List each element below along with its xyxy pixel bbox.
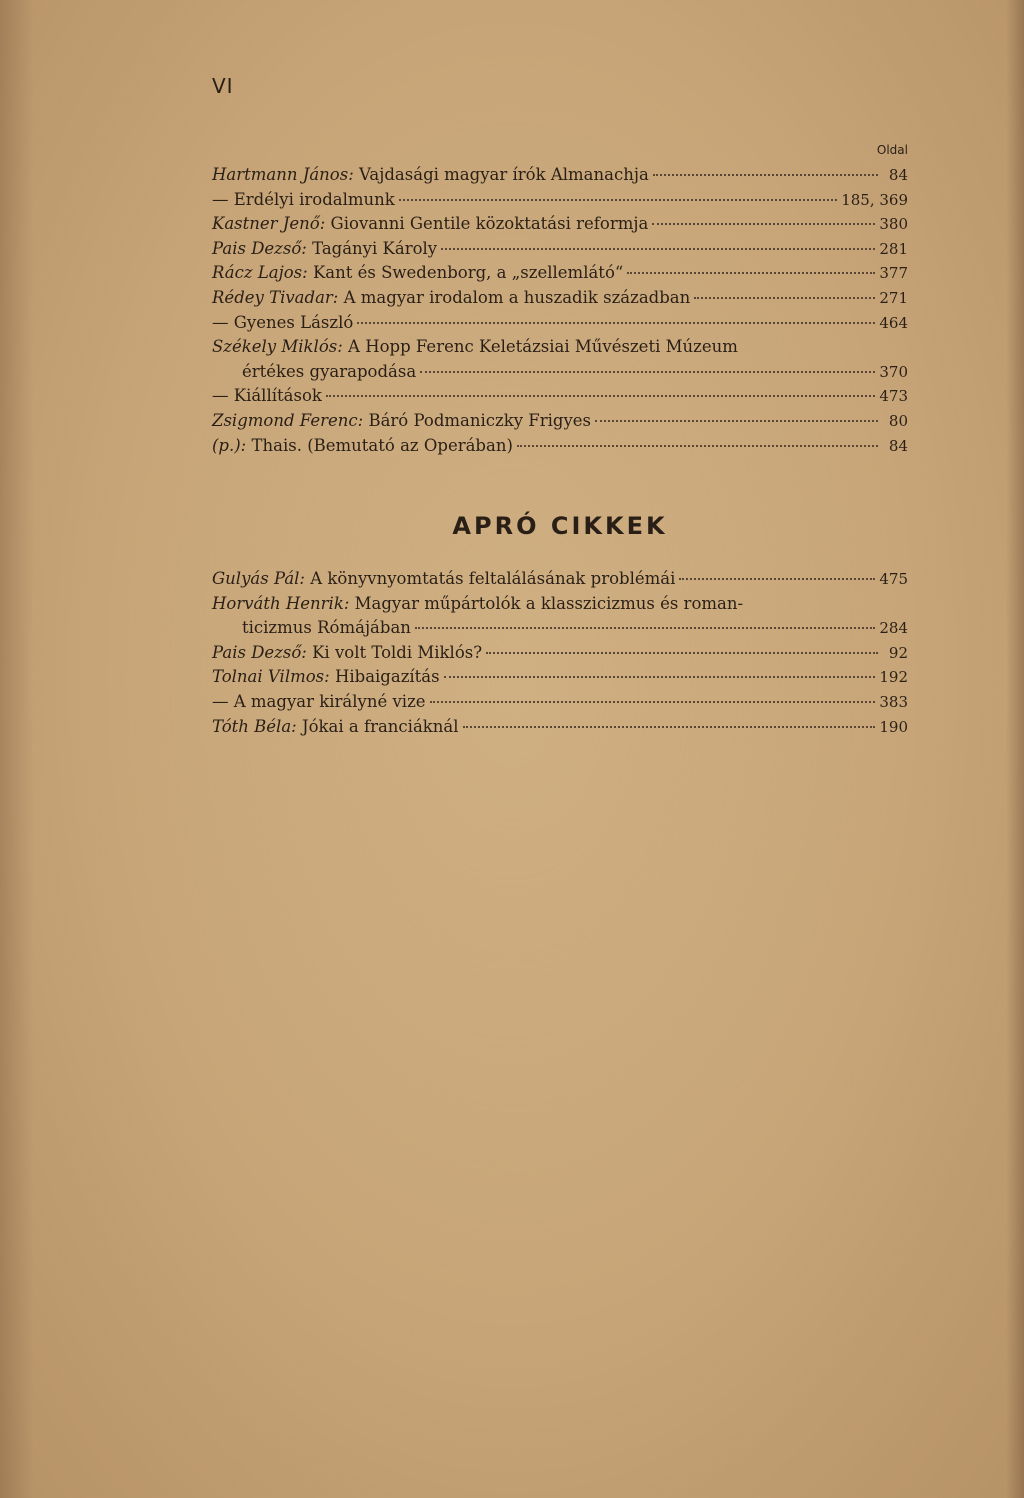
toc-title: Tagányi Károly [312, 238, 438, 258]
toc-entry [212, 690, 908, 715]
toc-entry-label [212, 567, 675, 592]
toc-entry-label [212, 188, 395, 213]
toc-page: 80 [888, 411, 908, 430]
toc-title: — A magyar királyné vize [212, 691, 426, 711]
toc-entry-label [212, 592, 743, 617]
small-articles-list [212, 567, 908, 739]
dot-leader [627, 272, 875, 274]
toc-page: 284 [879, 619, 908, 638]
toc-entry [212, 665, 908, 690]
toc-entry-label [212, 409, 591, 434]
toc-entry [212, 409, 908, 434]
toc-entry-label [242, 360, 416, 385]
toc-entry [212, 237, 908, 262]
toc-entry [212, 592, 908, 617]
toc-page: 473 [879, 387, 908, 406]
dot-leader [653, 174, 878, 176]
dot-leader [444, 676, 876, 678]
toc-entry-label [212, 715, 459, 740]
toc-title: — Gyenes László [212, 312, 354, 332]
toc-entry-label [212, 261, 623, 286]
toc-page: 281 [879, 239, 908, 258]
toc-page: 370 [879, 362, 908, 381]
toc-title: értékes gyarapodása [242, 361, 417, 381]
toc-title: Thais. (Bemutató az Operában) [251, 435, 513, 455]
toc-title: Hibaigazítás [334, 667, 440, 687]
dot-leader [679, 578, 875, 580]
page-edge-right [1006, 0, 1024, 1498]
toc-entry [212, 261, 908, 286]
toc-page: 185, 369 [841, 190, 908, 209]
toc-title: A Hopp Ferenc Keletázsiai Művészeti Múzeum [348, 337, 738, 357]
toc-entry-label [212, 163, 649, 188]
toc-entry-label [212, 665, 440, 690]
toc-title: — Kiállítások [212, 386, 322, 406]
dot-leader [415, 627, 875, 629]
toc-author: Pais Dezső: [212, 642, 307, 662]
toc-title: — Erdélyi irodalmunk [212, 189, 395, 209]
toc-page: 192 [879, 668, 908, 687]
toc-entry-continuation [212, 616, 908, 641]
toc-title: Báró Podmaniczky Frigyes [368, 410, 592, 430]
toc-entry-label [242, 616, 411, 641]
toc-title: Magyar műpártolók a klasszicizmus és roman- [354, 593, 744, 613]
toc-entry [212, 641, 908, 666]
toc-author: Hartmann János: [212, 165, 354, 184]
toc-entry [212, 188, 908, 213]
toc-entry-label [212, 212, 648, 237]
dot-leader [517, 445, 878, 447]
toc-title: A magyar irodalom a huszadik században [343, 287, 691, 307]
toc-author: Kastner Jenő: [212, 214, 326, 234]
toc-entry-label [212, 690, 426, 715]
toc-title: Jókai a franciáknál [301, 716, 459, 736]
dot-leader [430, 701, 876, 703]
table-of-contents [212, 163, 908, 458]
toc-page: 190 [879, 717, 908, 736]
toc-author: Tóth Béla: [212, 716, 297, 736]
dot-leader [486, 652, 878, 654]
toc-author: Horváth Henrik: [212, 593, 350, 613]
page-number: VI [212, 74, 234, 98]
dot-leader [420, 371, 875, 373]
toc-page: 84 [888, 436, 908, 455]
toc-author: Zsigmond Ferenc: [212, 410, 364, 430]
toc-author: (p.): [212, 435, 247, 455]
dot-leader [399, 199, 837, 201]
dot-leader [441, 248, 875, 250]
toc-entry [212, 212, 908, 237]
toc-page: 84 [888, 166, 908, 184]
toc-entry-label [212, 286, 690, 311]
toc-entry [212, 163, 908, 188]
toc-entry-label [212, 237, 437, 262]
toc-author: Rédey Tivadar: [212, 287, 339, 307]
toc-entry [212, 715, 908, 740]
toc-title: ticizmus Rómájában [242, 618, 411, 638]
toc-entry [212, 335, 908, 360]
toc-entry [212, 384, 908, 409]
dot-leader [326, 395, 875, 397]
page-column-header: Oldal [876, 143, 908, 157]
toc-author: Tolnai Vilmos: [212, 667, 330, 687]
dot-leader [463, 726, 876, 728]
toc-entry-label [212, 641, 482, 666]
page-edge-left [0, 0, 34, 1498]
toc-title: Vajdasági magyar írók Almanachja [359, 165, 649, 184]
toc-title: Giovanni Gentile közoktatási reformja [330, 214, 649, 234]
toc-author: Gulyás Pál: [212, 569, 305, 588]
toc-page: 377 [879, 264, 908, 283]
dot-leader [652, 223, 875, 225]
toc-author: Rácz Lajos: [212, 263, 308, 283]
dot-leader [357, 322, 875, 324]
toc-title: Ki volt Toldi Miklós? [312, 642, 483, 662]
toc-entry-continuation [212, 360, 908, 385]
toc-entry [212, 434, 908, 459]
toc-entry-label [212, 335, 738, 360]
dot-leader [595, 420, 878, 422]
toc-entry [212, 286, 908, 311]
toc-title: Kant és Swedenborg, a „szellemlátó“ [312, 263, 624, 283]
dot-leader [694, 297, 875, 299]
toc-entry-label [212, 384, 322, 409]
toc-page: 271 [879, 288, 908, 307]
toc-entry-label [212, 311, 353, 336]
toc-page: 475 [879, 570, 908, 588]
toc-page: 464 [879, 313, 908, 332]
section-title: APRÓ CIKKEK [452, 512, 668, 540]
toc-page: 380 [879, 215, 908, 234]
toc-author: Pais Dezső: [212, 238, 307, 258]
toc-entry [212, 567, 908, 592]
toc-page: 92 [888, 643, 908, 662]
toc-entry [212, 311, 908, 336]
toc-page: 383 [879, 692, 908, 711]
toc-title: A könyvnyomtatás feltalálásának problémái [310, 569, 676, 588]
toc-author: Székely Miklós: [212, 337, 343, 357]
toc-entry-label [212, 434, 513, 459]
